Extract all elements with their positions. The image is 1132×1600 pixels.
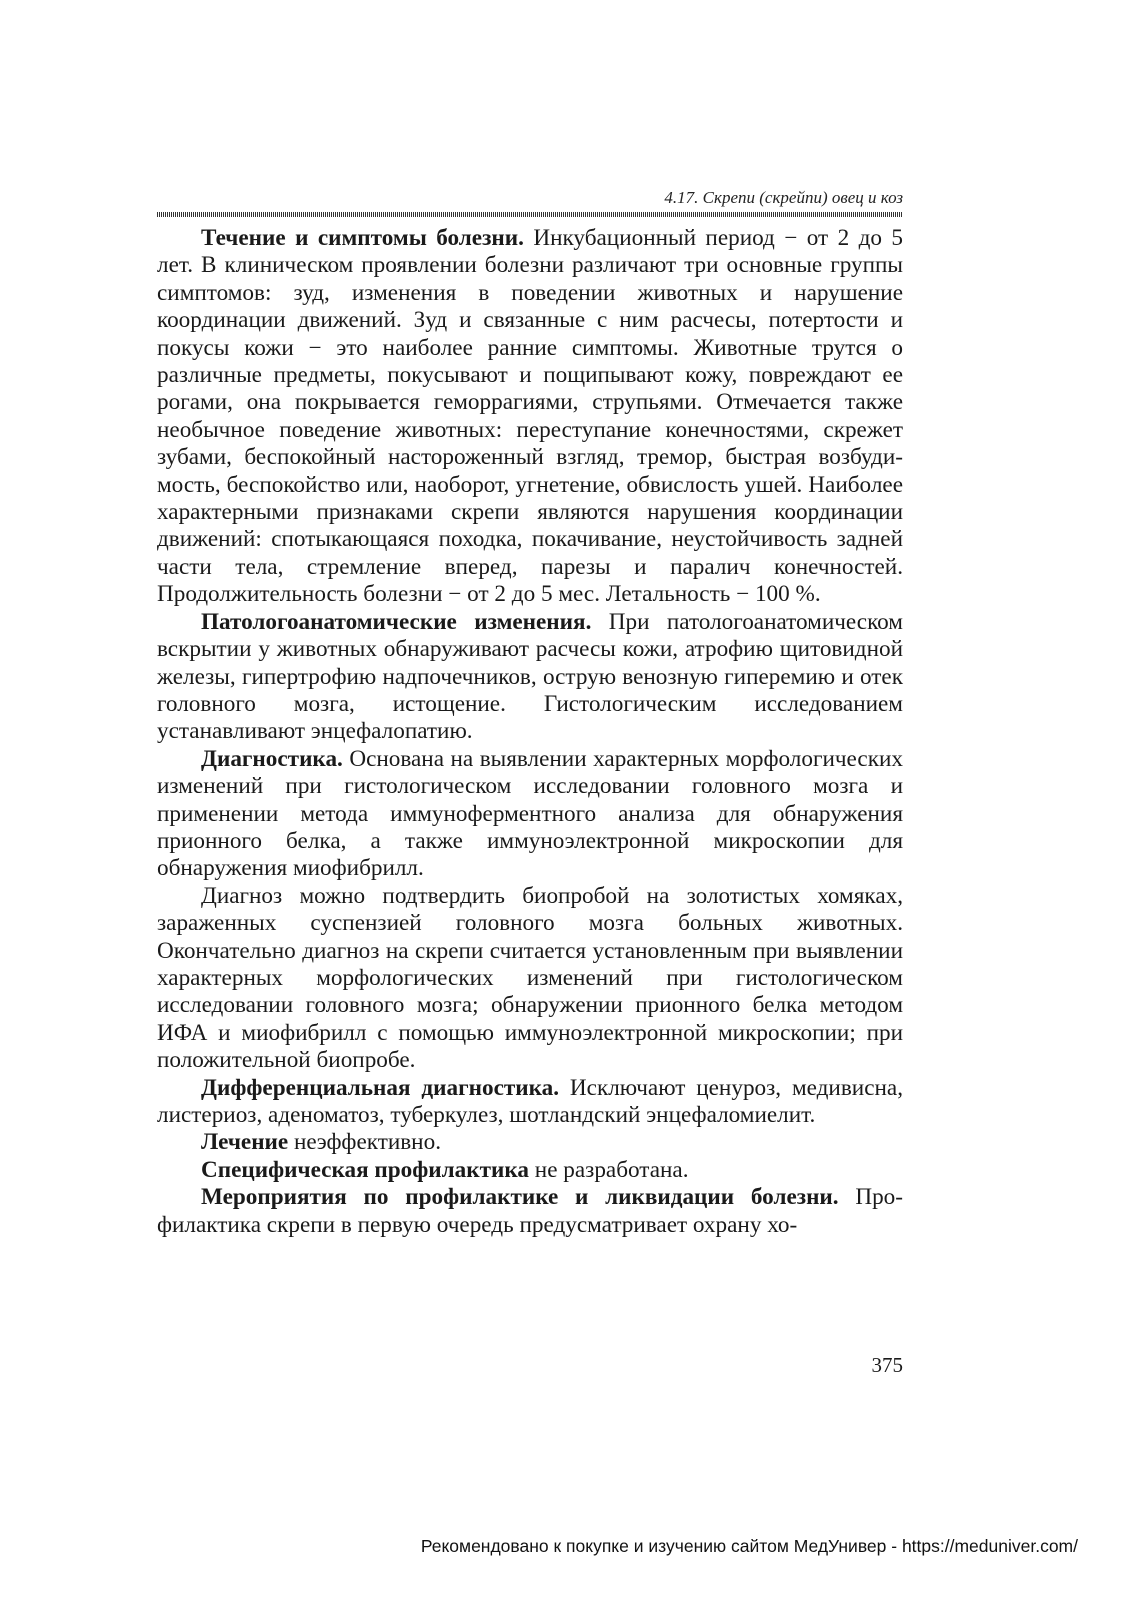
paragraph-text: неэффективно. <box>288 1129 441 1156</box>
paragraph-specific-prevention <box>157 1157 903 1184</box>
paragraph-text: При патологоанатомическом вскрытии у животных обнаруживают расчесы кожи, атрофию щитовидной железы, гипертрофию надпочечников, острую венозную гиперемию и отек головного мозга, истощение. Гистологическим исследованием устанавливают энцефалопатию. <box>157 608 903 745</box>
footer-recommendation: Рекомендовано к покупке и изучению сайтом МедУнивер - https://meduniver.com/ <box>420 1536 1078 1556</box>
paragraph-diagnostics <box>157 746 903 883</box>
paragraph-control-measures <box>157 1184 903 1239</box>
paragraph-text: Диагноз можно подтвердить биопробой на золотистых хомяках, зараженных суспензией головного мозга больных животных. Окончательно диагноз на скрепи считается установленным при выявлении характерных морфологических изменений при гистологическом исследовании головного мозга; обнаружении прионного белка методом ИФА и миофибрилл с помощью иммуноэлектронной микроскопии; при положительной биопробе. <box>157 882 903 1074</box>
paragraph-heading: Патологоанатомические изменения. <box>201 608 592 635</box>
paragraph-text: Основана на выявлении характерных морфологических изменений при гистологическом исследовании головного мозга и применении метода иммуноферментного анализа для обнаружения прионного белка, а также иммуноэлектронной микроскопии для обнаружения миофибрилл. <box>157 745 903 882</box>
paragraph-differential-diagnostics <box>157 1075 903 1130</box>
paragraph-heading: Течение и симптомы болезни. <box>201 225 524 251</box>
paragraph-pathology <box>157 609 903 746</box>
page-body <box>157 225 903 1239</box>
paragraph-text: не разработана. <box>528 1156 689 1183</box>
header-divider <box>157 212 903 217</box>
paragraph-heading: Диагностика. <box>201 745 343 772</box>
paragraph-text: Инкубационный период − от 2 до 5 лет. В клиническом проявлении болезни различают три основные группы симптомов: зуд, изменения в поведении животных и нарушение координации движений. Зуд и связанные с ним расчесы, потертости и покусы кожи − это наиболее ранние симптомы. Животные трутся о различные предметы, покусывают и пощипывают кожу, повреждают ее рогами, она покрывается геморрагиями, струпьями. Отмечается также необычное поведение животных: переступание конечностями, скрежет зубами, беспокойный настороженный взгляд, тремор, быстрая возбудимость, беспокойство или, наоборот, угнетение, обвислость ушей. Наиболее характерными признаками скрепи являются нарушения координации движений: спотыкающаяся походка, покачивание, неустойчивость задней части тела, стремление вперед, парезы и паралич конечностей. Продолжительность болезни − от 2 до 5 мес. Летальность − 100 %. <box>157 225 903 608</box>
paragraph-text: Профилактика скрепи в первую очередь предусматривает охрану хо- <box>157 1184 903 1238</box>
paragraph-text: Исключают ценуроз, медивисна, листериоз, аденоматоз, туберкулез, шотландский энцефаломиелит. <box>157 1074 903 1128</box>
paragraph-diagnosis-confirmation <box>157 883 903 1075</box>
page-number: 375 <box>871 1353 903 1377</box>
paragraph-treatment <box>157 1129 903 1156</box>
paragraph-symptoms <box>157 225 903 609</box>
running-head: 4.17. Скрепи (скрейпи) овец и коз <box>664 188 903 207</box>
paragraph-heading: Мероприятия по профилактике и ликвидации болезни. <box>201 1184 839 1211</box>
paragraph-heading: Лечение <box>201 1129 289 1156</box>
paragraph-heading: Специфическая профилактика <box>201 1156 529 1183</box>
paragraph-heading: Дифференциальная диагностика. <box>201 1074 560 1101</box>
